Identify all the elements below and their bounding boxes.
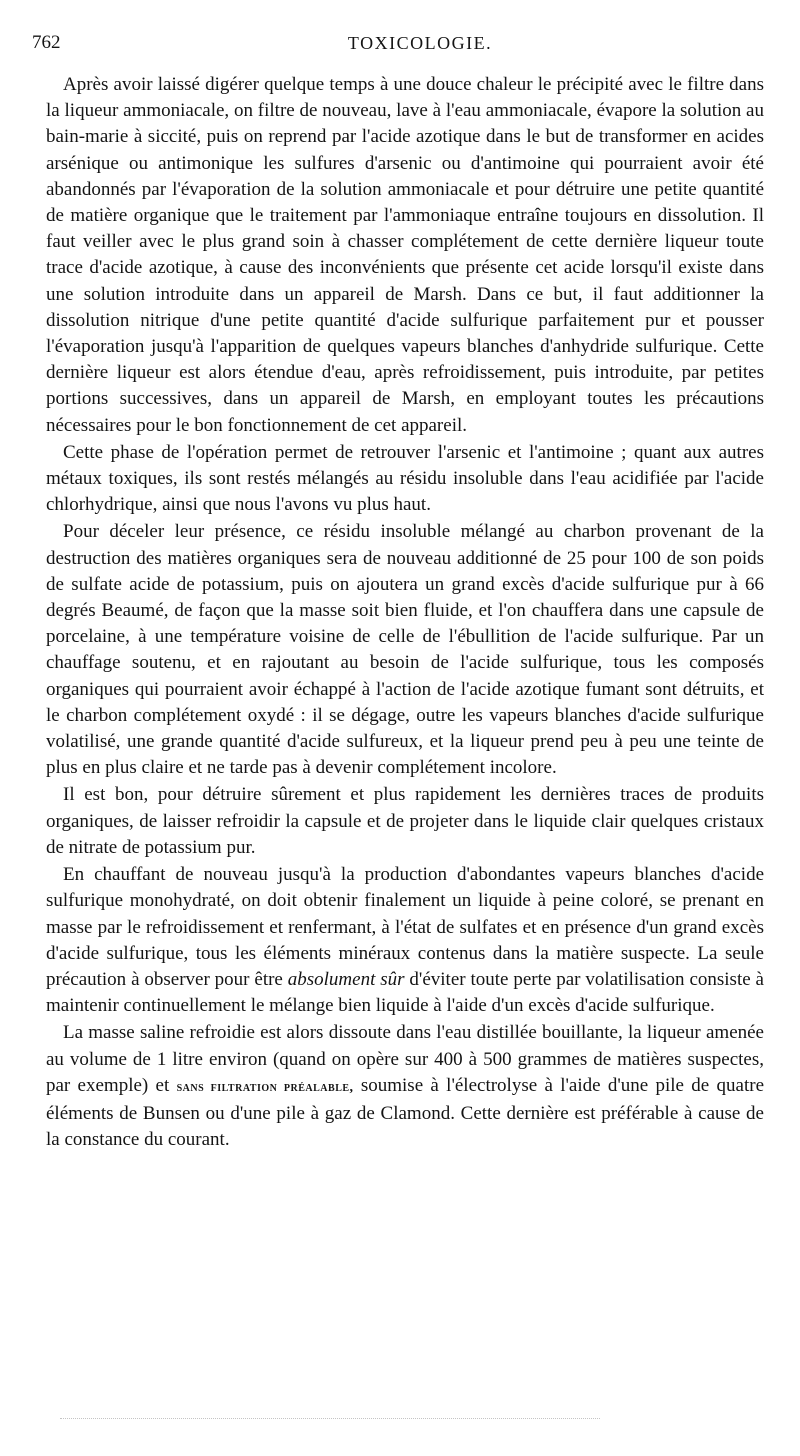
paragraph-6 [46,1020,764,1153]
footer-scan-marks [60,1418,600,1421]
paragraph-5-emphasis: absolument sûr [287,968,405,990]
paragraph-1: Après avoir laissé digérer quelque temps à une douce chaleur le précipité avec le filtre dans la liqueur ammoniacale, on filtre de nouveau, lave à l'eau ammoniacale, évapore la solution au bain-marie à siccité, puis on reprend par l'acide azotique dans le but de transformer en acides arsénique ou antimonique les sulfures d'arsenic ou d'antimoine qui pourraient avoir été abandonnés par l'évaporation de la solution ammoniacale et pour détruire une petite quantité de matière organique que le traitement par l'ammoniaque entraîne toujours en dissolution. Il faut veiller avec le plus grand soin à chasser complétement de cette dernière liqueur toute trace d'acide azotique, à cause des inconvénients que présente cet acide lorsqu'il existe dans une solution introduite dans un appareil de Marsh. Dans ce but, il faut additionner la dissolution nitrique d'une petite quantité d'acide sulfurique parfaitement pur et pousser l'évaporation jusqu'à l'apparition de quelques vapeurs blanches d'anhydride sulfurique. Cette dernière liqueur est alors étendue d'eau, après refroidissement, puis introduite, par petites portions successives, dans un appareil de Marsh, en employant toutes les précautions nécessaires pour le bon fonctionnement de cet appareil. [46,74,764,436]
running-head: TOXICOLOGIE. [347,33,493,53]
page-header [32,30,764,60]
page-number: 762 [32,32,61,53]
paragraph-3: Pour déceler leur présence, ce résidu insoluble mélangé au charbon provenant de la destruction des matières organiques sera de nouveau additionné de 25 pour 100 de son poids de sulfate acide de potassium, puis on ajoutera un grand excès d'acide sulfurique pur à 66 degrés Beaumé, de façon que la masse soit bien fluide, et l'on chauffera dans une capsule de porcelaine, à une température voisine de celle de l'ébullition de l'acide sulfurique. Par un chauffage soutenu, et en rajoutant au besoin de l'acide sulfurique, tous les composés organiques qui pourraient avoir échappé à l'action de l'acide azotique fumant sont détruits, et le charbon complétement oxydé : il se dégage, outre les vapeurs blanches d'acide sulfurique volatilisé, une grande quantité d'acide sulfureux, et la liqueur prend peu à peu une teinte de plus en plus claire et ne tarde pas à devenir complétement incolore. [46,521,764,779]
paragraph-5-text-after: d'éviter toute perte par volatilisation consiste à maintenir continuellement le mélange bien liquide à l'aide d'un excès d'acide sulfurique. [46,968,764,1017]
paragraph-6-text-after: soumise à l'électrolyse à l'aide d'une pile de quatre éléments de Bunsen ou d'une pile à gaz de Clamond. Cette dernière est préférable à cause de la constance du courant. [46,1074,764,1151]
paragraph-6-text-before: La masse saline refroidie est alors dissoute dans l'eau distillée bouillante, la liqueur amenée au volume de 1 litre environ (quand on opère sur 400 à 500 grammes de matières suspectes, par exemple) et [46,1022,764,1096]
paragraph-5-text-before: En chauffant de nouveau jusqu'à la production d'abondantes vapeurs blanches d'acide sulfurique monohydraté, on doit obtenir finalement un liquide à peine coloré, se prenant en masse par le refroidissement et renfermant, à l'état de sulfates et en présence d'un grand excès d'acide sulfurique, tous les éléments minéraux contenus dans la matière suspecte. La seule précaution à observer pour être [46,864,764,990]
paragraph-6-small-caps: sans filtration préalable, [176,1079,354,1095]
paragraph-4: Il est bon, pour détruire sûrement et plus rapidement les dernières traces de produits organiques, de laisser refroidir la capsule et de projeter dans le liquide clair quelques cristaux de nitrate de potassium pur. [46,784,764,858]
paragraph-5 [46,862,764,1019]
paragraph-2: Cette phase de l'opération permet de retrouver l'arsenic et l'antimoine ; quant aux autres métaux toxiques, ils sont restés mélangés au résidu insoluble dans l'eau acidifiée par l'acide chlorhydrique, ainsi que nous l'avons vu plus haut. [46,441,764,516]
